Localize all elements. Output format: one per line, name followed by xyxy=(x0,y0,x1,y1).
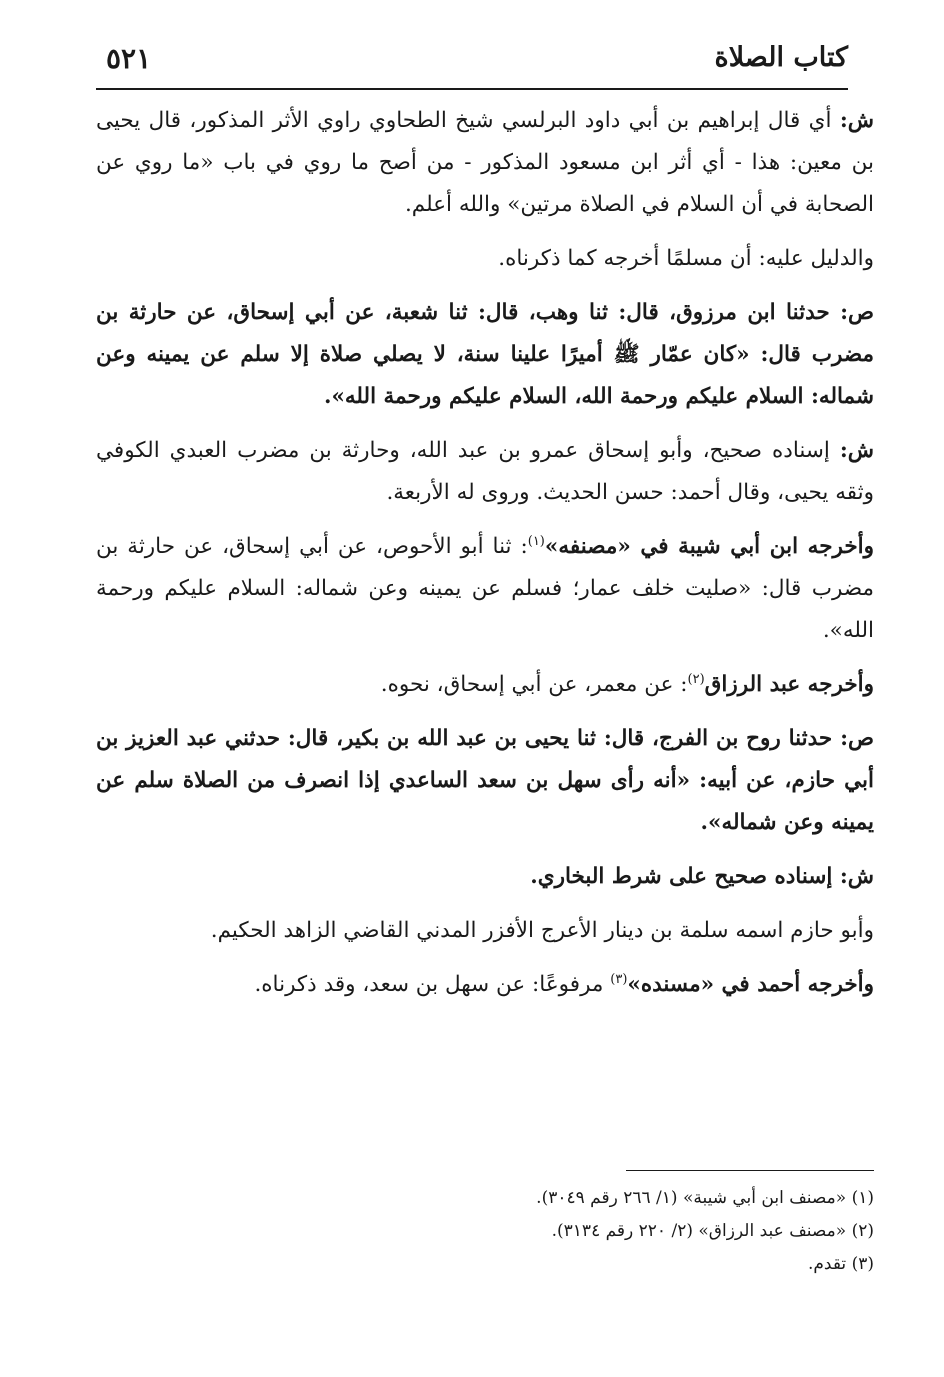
footnotes xyxy=(96,1182,874,1281)
commentary-paragraph xyxy=(96,526,874,652)
footnote: (٣) تقدم. xyxy=(807,1254,874,1274)
main-text xyxy=(96,100,874,1018)
footnote-marker[interactable]: (١) xyxy=(527,533,545,549)
paragraph-text: : عن معمر، عن أبي إسحاق، نحوه. xyxy=(380,672,688,697)
commentary-paragraph xyxy=(96,430,874,514)
running-title: كتاب الصلاة xyxy=(714,42,848,73)
commentary-paragraph xyxy=(96,964,874,1006)
footnote-divider xyxy=(626,1170,874,1171)
page-header xyxy=(96,36,848,90)
paragraph-text: مرفوعًا: عن سهل بن سعد، وقد ذكرناه. xyxy=(254,972,611,997)
paragraph-text: أي قال إبراهيم بن أبي داود البرلسي شيخ الطحاوي راوي الأثر المذكور، قال يحيى بن معين: هذا - أي أثر ابن مسعود المذكور - من أصح ما روي في باب «ما روي عن الصحابة في أن السلام في الصلاة مرتين» والله أعلم. xyxy=(96,108,874,217)
footnote: (١) «مصنف ابن أبي شيبة» (١/ ٢٦٦ رقم ٣٠٤٩). xyxy=(536,1188,874,1208)
paragraph-text: : ثنا أبو الأحوص، عن أبي إسحاق، عن حارثة بن مضرب قال: «صليت خلف عمار؛ فسلم عن يمينه وعن شماله: السلام عليكم ورحمة الله». xyxy=(96,534,874,643)
paragraph-text: وأبو حازم اسمه سلمة بن دينار الأعرج الأفزر المدني القاضي الزاهد الحكيم. xyxy=(210,918,874,943)
footnote: (٢) «مصنف عبد الرزاق» (٢/ ٢٢٠ رقم ٣١٣٤). xyxy=(551,1221,874,1241)
commentary-paragraph xyxy=(96,238,874,280)
paragraph-text: إسناده صحيح، وأبو إسحاق عمرو بن عبد الله، وحارثة بن مضرب العبدي الكوفي وثقه يحيى، وقال أحمد: حسن الحديث. وروى له الأربعة. xyxy=(96,438,874,505)
commentary-paragraph xyxy=(96,856,874,898)
footnote-marker[interactable]: (٢) xyxy=(687,671,705,687)
paragraph-text: حدثنا ابن مرزوق، قال: ثنا وهب، قال: ثنا شعبة، عن أبي إسحاق، عن حارثة بن مضرب قال: «كان عمّار ﷺ أميرًا علينا سنة، لا يصلي صلاة إلا سلم عن يمينه وعن شماله: السلام عليكم ورحمة الله، السلام عليكم ورحمة الله». xyxy=(96,300,874,409)
footnote-marker[interactable]: (٣) xyxy=(610,971,628,987)
hadith-text-paragraph xyxy=(96,292,874,418)
paragraph-label: ش: xyxy=(839,864,874,889)
paragraph-label: وأخرجه عبد الرزاق xyxy=(704,672,874,697)
paragraph-label: ص: xyxy=(840,726,874,751)
commentary-paragraph xyxy=(96,910,874,952)
paragraph-label: وأخرجه أحمد في «مسنده» xyxy=(627,972,874,997)
paragraph-text: والدليل عليه: أن مسلمًا أخرجه كما ذكرناه. xyxy=(498,246,874,271)
paragraph-label: وأخرجه ابن أبي شيبة في «مصنفه» xyxy=(544,534,874,559)
paragraph-label: ش: xyxy=(839,438,874,463)
page-number: ٥٢١ xyxy=(106,42,152,75)
commentary-paragraph xyxy=(96,100,874,226)
commentary-paragraph xyxy=(96,664,874,706)
paragraph-label: ص: xyxy=(840,300,874,325)
paragraph-text: إسناده صحيح على شرط البخاري. xyxy=(530,864,840,889)
hadith-text-paragraph xyxy=(96,718,874,844)
paragraph-label: ش: xyxy=(839,108,874,133)
paragraph-text: حدثنا روح بن الفرج، قال: ثنا يحيى بن عبد الله بن بكير، قال: حدثني عبد العزيز بن أبي حازم، عن أبيه: «أنه رأى سهل بن سعد الساعدي إذا انصرف من الصلاة سلم عن يمينه وعن شماله». xyxy=(96,726,874,835)
